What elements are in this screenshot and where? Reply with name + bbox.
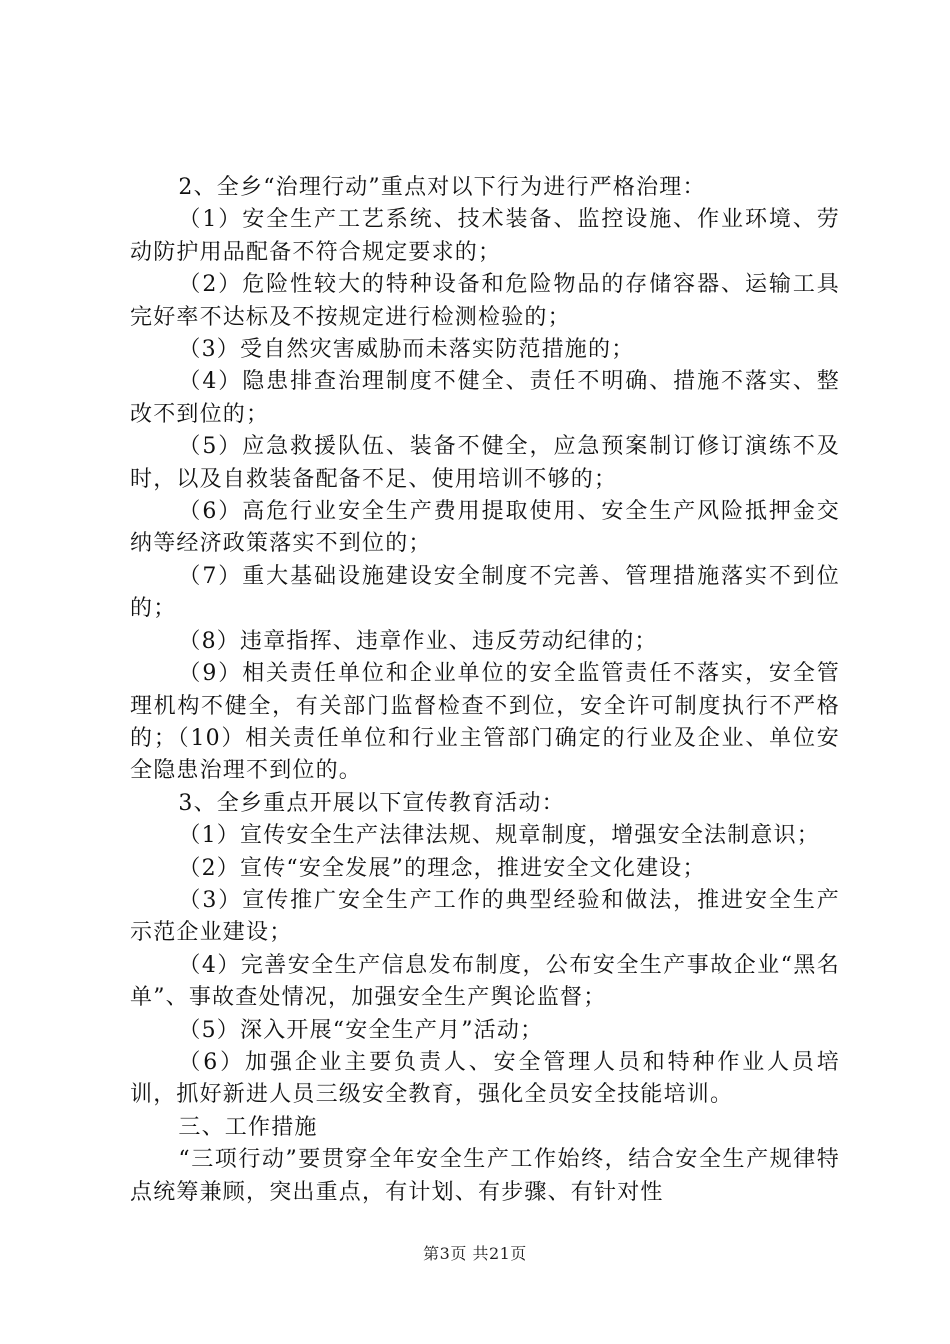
paragraph-item-2-heading: 2、全乡“治理行动”重点对以下行为进行严格治理： — [178, 175, 706, 200]
paragraph-item-3-6: （6）加强企业主要负责人、安全管理人员和特种作业人员培训，抓好新进人员三级安全教育，强化全员安全技能培训。 — [130, 1049, 840, 1108]
paragraph-item-2-8: （8）违章指挥、违章作业、违反劳动纪律的； — [178, 628, 658, 654]
paragraph-three-actions: “三项行动”要贯穿全年安全生产工作始终，结合安全生产规律特点统筹兼顾，突出重点，有计划、有步骤、有针对性 — [130, 1147, 840, 1205]
paragraph-item-2-4: （4）隐患排查治理制度不健全、责任不明确、措施不落实、整改不到位的； — [130, 369, 840, 427]
paragraph-item-3-1: （1）宣传安全生产法律法规、规章制度，增强安全法制意识； — [178, 823, 820, 849]
paragraph-item-2-1: （1）安全生产工艺系统、技术装备、监控设施、作业环境、劳动防护用品配备不符合规定要求的； — [130, 207, 840, 265]
paragraph-item-2-3: （3）受自然灾害威胁而未落实防范措施的； — [178, 337, 635, 363]
section-heading-work-measures: 三、工作措施 — [178, 1114, 318, 1140]
paragraph-item-3-4: （4）完善安全生产信息发布制度，公布安全生产事故企业“黑名单”、事故查处情况，加强安全生产舆论监督； — [130, 952, 840, 1011]
document-body — [130, 172, 840, 1209]
paragraph-item-2-9-10: （9）相关责任单位和企业单位的安全监管责任不落实，安全管理机构不健全，有关部门监督检查不到位，安全许可制度执行不严格的；（10）相关责任单位和行业主管部门确定的行业及企业、单位安全隐患治理不到位的。 — [130, 661, 840, 784]
paragraph-item-2-2: （2）危险性较大的特种设备和危险物品的存储容器、运输工具完好率不达标及不按规定进行检测检验的； — [130, 272, 840, 330]
page-number-footer: 第3页 共21页 — [423, 1244, 527, 1263]
paragraph-item-3-3: （3）宣传推广安全生产工作的典型经验和做法，推进安全生产示范企业建设； — [130, 887, 840, 946]
paragraph-item-3-5: （5）深入开展“安全生产月”活动； — [178, 1017, 544, 1043]
paragraph-item-2-6: （6）高危行业安全生产费用提取使用、安全生产风险抵押金交纳等经济政策落实不到位的； — [130, 499, 840, 557]
paragraph-item-3-2: （2）宣传“安全发展”的理念，推进安全文化建设； — [178, 855, 706, 881]
paragraph-item-2-7: （7）重大基础设施建设安全制度不完善、管理措施落实不到位的； — [130, 563, 840, 622]
paragraph-item-3-heading: 3、全乡重点开展以下宣传教育活动： — [178, 790, 565, 816]
paragraph-item-2-5: （5）应急救援队伍、装备不健全，应急预案制订修订演练不及时，以及自救装备配备不足、使用培训不够的； — [130, 434, 840, 492]
